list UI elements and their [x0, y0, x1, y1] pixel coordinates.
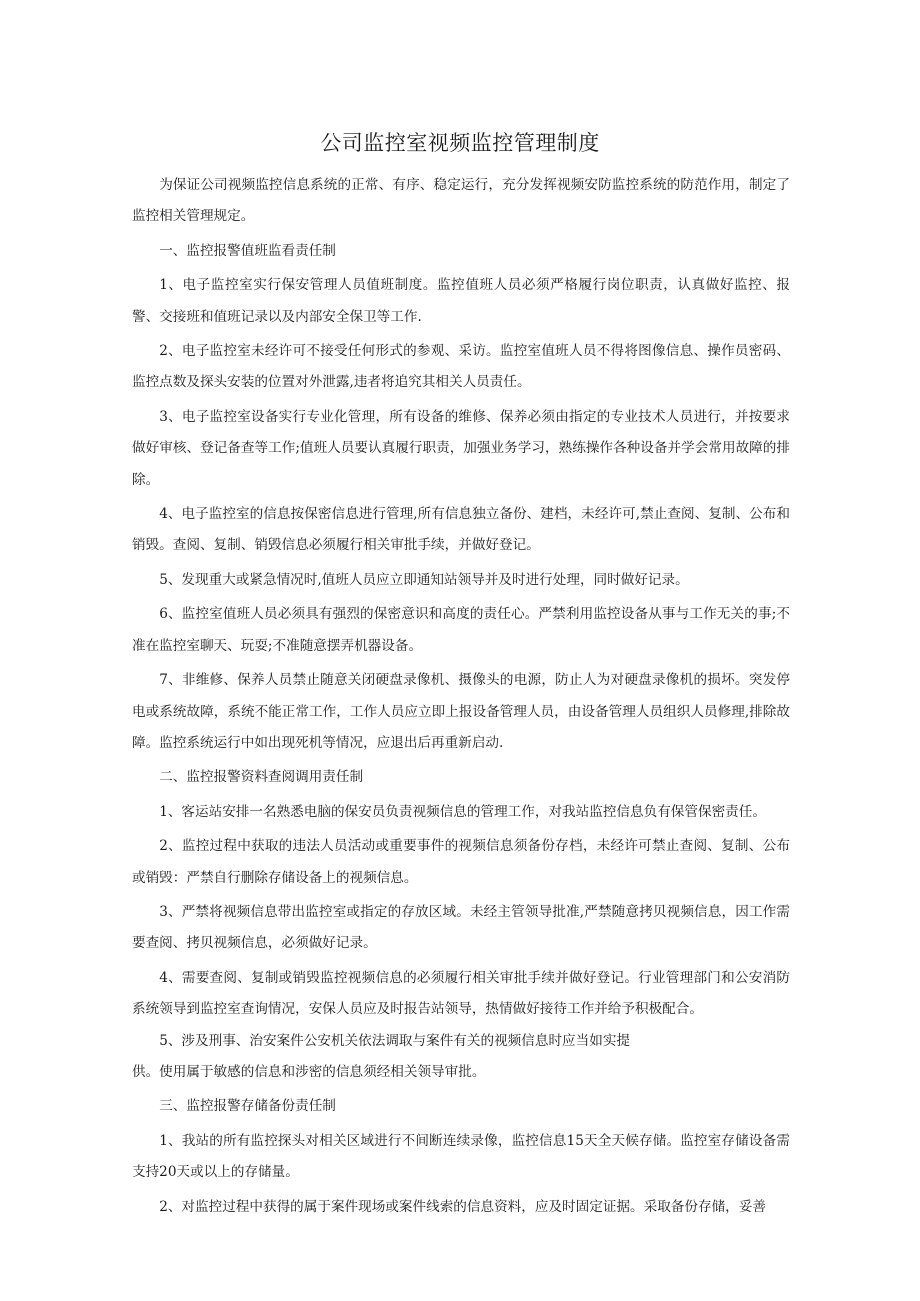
section1-item-3: 3、电子监控室设备实行专业化管理，所有设备的维修、保养必须由指定的专业技术人员进行，并按要求做好审核、登记备查等工作;值班人员要认真履行职责，加强业务学习，熟练操作各种设备并学会常用故障的排除。 [132, 408, 790, 488]
section1-item-4: 4、电子监控室的信息按保密信息进行管理,所有信息独立备份、建档，未经许可,禁止查阅、复制、公布和销毁。查阅、复制、销毁信息必须履行相关审批手续，并做好登记。 [132, 506, 790, 554]
section3-item-1: 1、我站的所有监控探头对相关区域进行不间断连续录像，监控信息15天全天候存储。监控室存储设备需支持20天或以上的存储量。 [132, 1132, 790, 1181]
section1-item-6: 6、监控室值班人员必须具有强烈的保密意识和高度的责任心。严禁利用监控设备从事与工作无关的事;不准在监控室聊天、玩耍;不准随意摆弄机器设备。 [132, 606, 790, 654]
section1-item-5: 5、发现重大或紧急情况时,值班人员应立即通知站领导并及时进行处理，同时做好记录。 [159, 571, 689, 588]
section2-item-2: 2、监控过程中获取的违法人员活动或重要事件的视频信息须备份存档，未经许可禁止查阅、复制、公布或销毁：严禁自行删除存储设备上的视频信息。 [132, 838, 790, 886]
section2-item-3: 3、严禁将视频信息带出监控室或指定的存放区域。未经主管领导批准,严禁随意拷贝视频信息，因工作需要查阅、拷贝视频信息，必须做好记录。 [132, 903, 790, 952]
section1-item-1: 1、电子监控室实行保安管理人员值班制度。监控值班人员必须严格履行岗位职责，认真做好监控、报警、交接班和值班记录以及内部安全保卫等工作. [132, 277, 790, 325]
section1-item-2: 2、电子监控室未经许可不接受任何形式的参观、采访。监控室值班人员不得将图像信息、操作员密码、监控点数及探头安装的位置对外泄露,违者将追究其相关人员责任。 [132, 343, 790, 391]
section2-item-5-continued: 供。使用属于敏感的信息和涉密的信息须经相关领导审批。 [132, 1063, 486, 1080]
section-heading-3: 三、监控报警存储备份责任制 [159, 1098, 336, 1115]
section1-item-7: 7、非维修、保养人员禁止随意关闭硬盘录像机、摄像头的电源，防止人为对硬盘录像机的损坏。突发停电或系统故障，系统不能正常工作，工作人员应立即上报设备管理人员，由设备管理人员组织人员修理,排除故障。监控系统运行中如出现死机等情况，应退出后再重新启动. [132, 672, 790, 751]
section3-item-2: 2、对监控过程中获得的属于案件现场或案件线索的信息资料，应及时固定证据。采取备份存储，妥善 [159, 1198, 766, 1215]
section2-item-4: 4、需要查阅、复制或销毁监控视频信息的必须履行相关审批手续并做好登记。行业管理部门和公安消防系统领导到监控室查询情况，安保人员应及时报告站领导，热情做好接待工作并给予积极配合。 [132, 969, 790, 1018]
section2-item-1: 1、客运站安排一名熟悉电脑的保安员负责视频信息的管理工作，对我站监控信息负有保管保密责任。 [159, 803, 766, 820]
document-body [132, 170, 790, 1223]
section-heading-1: 一、监控报警值班监看责任制 [159, 242, 336, 259]
intro-paragraph: 为保证公司视频监控信息系统的正常、有序、稳定运行，充分发挥视频安防监控系统的防范作用，制定了监控相关管理规定。 [132, 177, 790, 225]
document-title: 公司监控室视频监控管理制度 [320, 131, 600, 155]
section2-item-5: 5、涉及刑事、治安案件公安机关依法调取与案件有关的视频信息时应当如实提 [159, 1032, 631, 1049]
section-heading-2: 二、监控报警资料查阅调用责任制 [159, 769, 364, 786]
